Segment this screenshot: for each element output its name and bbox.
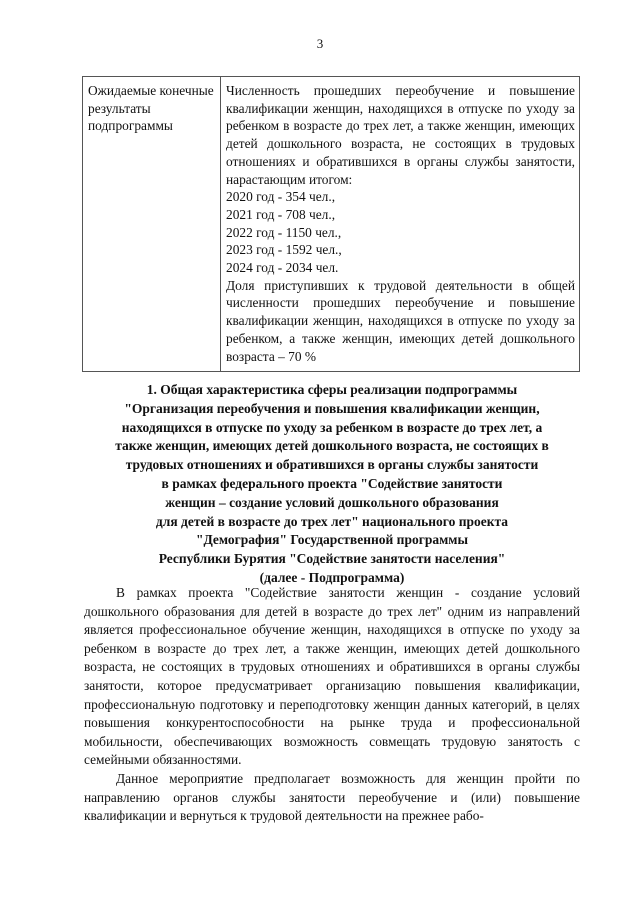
employment-share: Доля приступивших к трудовой деятельности в общей численности прошедших переобучение и повышение квалификации женщин, находящихся в отпуске по уходу за ребенком, а также женщин, имеющих детей дошкольного возраста – 70 % — [226, 277, 575, 364]
heading-line: "Организация переобучения и повышения квалификации женщин, — [124, 400, 540, 416]
heading-line: Республики Бурятия "Содействие занятости населения" — [158, 551, 506, 567]
heading-line: для детей в возрасте до трех лет" национального проекта — [155, 513, 509, 529]
year-result: 2020 год - 354 чел., — [226, 189, 336, 205]
heading-line: находящихся в отпуске по уходу за ребенком в возрасте до трех лет, а — [121, 419, 543, 435]
year-result: 2021 год - 708 чел., — [226, 206, 336, 222]
row-value — [221, 77, 580, 372]
paragraph: Данное мероприятие предполагает возможность для женщин пройти по направлению органов службы занятости переобучение и (или) повышение квалификации и вернуться к трудовой деятельности на прежнее рабо- — [84, 770, 580, 824]
heading-line: "Демография" Государственной программы — [195, 532, 469, 548]
heading-line: 1. Общая характеристика сферы реализации подпрограммы — [146, 382, 518, 397]
heading-line: трудовых отношениях и обратившихся в органы службы занятости — [125, 457, 539, 473]
heading-line: (далее - Подпрограмма) — [259, 569, 405, 585]
heading-line: в рамках федерального проекта "Содействие занятости — [161, 475, 503, 491]
table-row — [83, 77, 580, 372]
heading-line: женщин – создание условий дошкольного образования — [165, 494, 499, 510]
results-description: Численность прошедших переобучение и повышение квалификации женщин, находящихся в отпуске по уходу за ребенком в возрасте до трех лет, а также женщин, имеющих детей дошкольного возраста, не состоящих в трудовых отношениях и обратившихся в органы службы занятости, нарастающим итогом: — [226, 83, 575, 187]
row-label: Ожидаемые конечные результаты подпрограммы — [83, 77, 221, 372]
section-heading — [84, 381, 580, 588]
page-number: 3 — [316, 36, 324, 51]
body-text — [84, 584, 580, 826]
year-result: 2024 год - 2034 чел. — [226, 260, 339, 276]
year-result: 2022 год - 1150 чел., — [226, 224, 342, 240]
year-result: 2023 год - 1592 чел., — [226, 242, 342, 258]
paragraph: В рамках проекта "Содействие занятости женщин - создание условий дошкольного образования для детей в возрасте до трех лет" одним из направлений является профессиональное обучение женщин, находящихся в отпуске по уходу за ребенком в возрасте до трех лет, а также женщин, имеющих детей дошкольного возраста, не состоящих в трудовых отношениях и обратившихся в органы службы занятости, которое предусматривает организацию повышения квалификации, профессиональную подготовку и переподготовку женщин данных категорий, в целях повышения конкурентоспособности на рынке труда и профессиональной мобильности, обеспечивающих возможность совмещать трудовую занятость с семейными обязанностями. — [84, 585, 580, 768]
program-passport-table — [82, 76, 580, 372]
heading-line: также женщин, имеющих детей дошкольного возраста, не состоящих в — [115, 438, 549, 454]
